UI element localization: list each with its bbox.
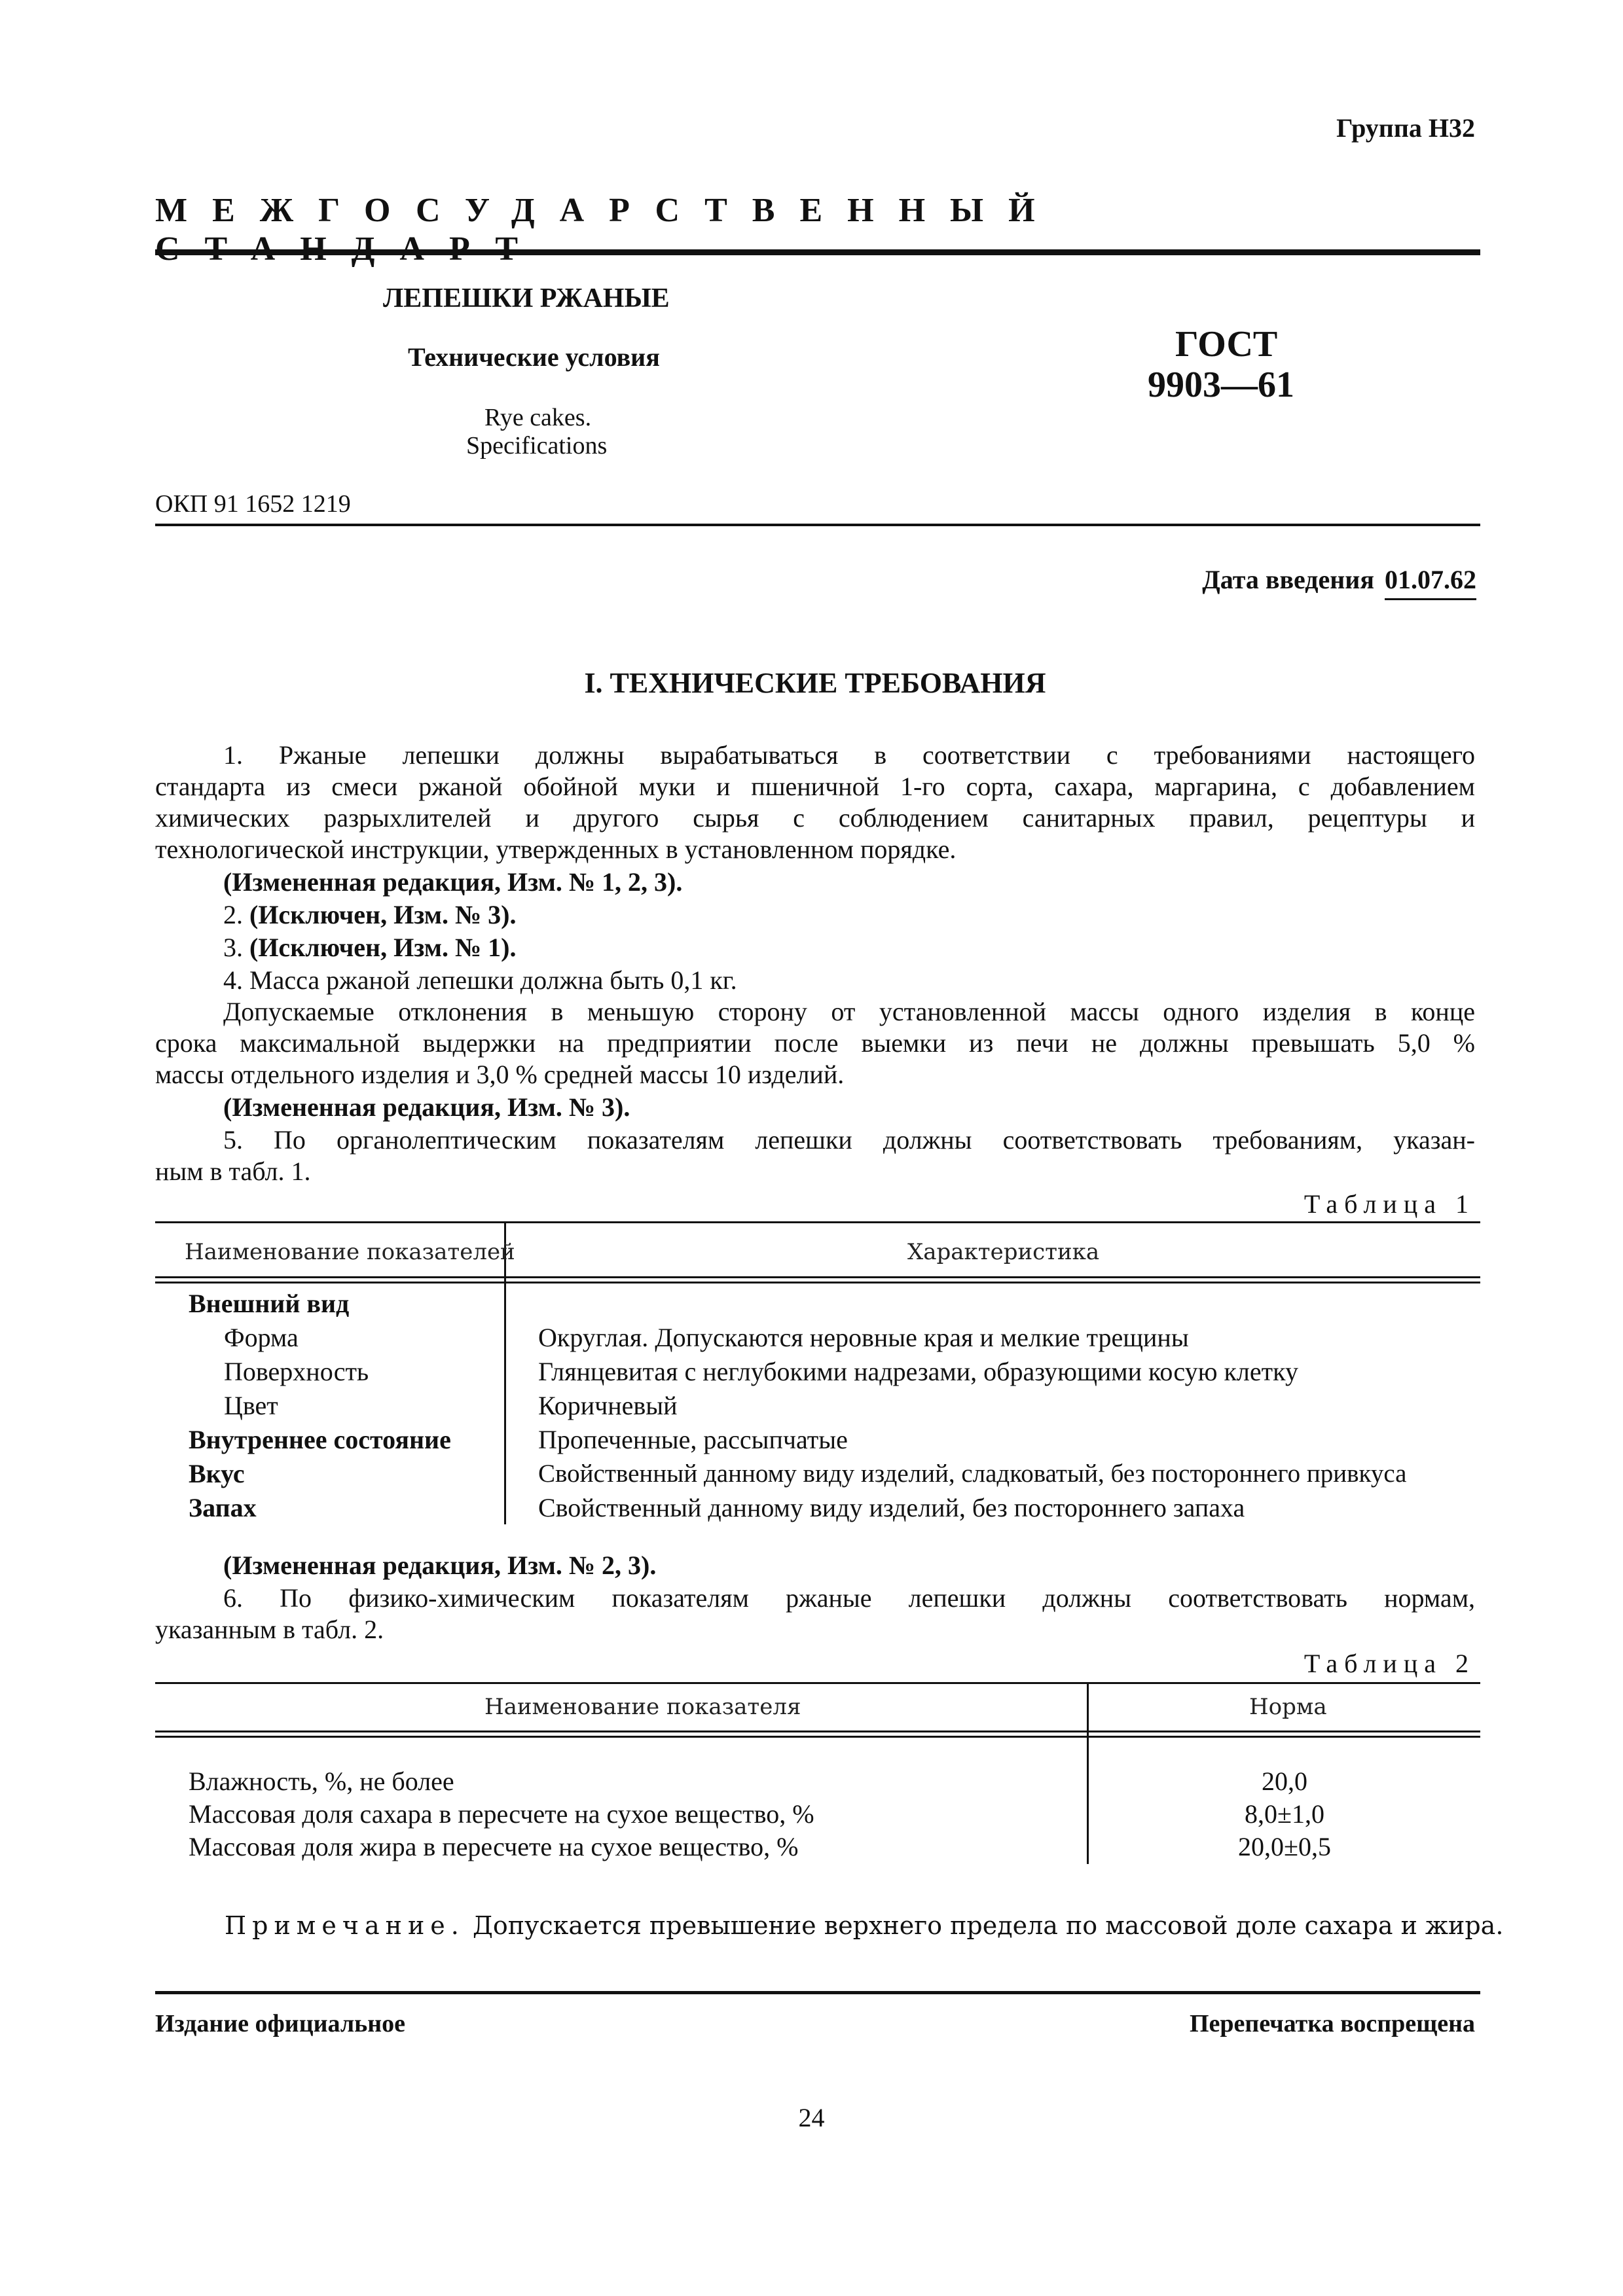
table-2-header-rule-1: [155, 1731, 1480, 1732]
table-1-header-rule-2: [155, 1282, 1480, 1283]
table-1-column-divider: [504, 1221, 506, 1524]
english-title-line-2: Specifications: [466, 432, 608, 459]
okp-code: ОКП 91 1652 1219: [155, 490, 351, 518]
table-1-row-4-value: Пропеченные, рассыпчатые: [538, 1425, 848, 1454]
table-1-row-1-name: Форма: [224, 1323, 299, 1352]
standard-type-heading: МЕЖГОСУДАРСТВЕННЫЙ: [155, 192, 1060, 229]
table-1-group-label: Внешний вид: [189, 1289, 350, 1318]
table-note: [225, 1911, 1503, 1940]
english-title-line-1: Rye cakes.: [484, 404, 592, 431]
table-2-row-2-value: 8,0±1,0: [1245, 1799, 1324, 1829]
group-label: Группа Н32: [1336, 113, 1475, 143]
table-1-row-3-value: Коричневый: [538, 1391, 678, 1420]
table-1-row-4-name: Внутреннее состояние: [189, 1425, 451, 1454]
footer-rule: [155, 1991, 1480, 1994]
paragraph-1-line-1: 1. Ржаные лепешки должны вырабатываться в соответствии с требованиями настоящего: [223, 740, 1475, 770]
intro-date-label: Дата введения: [1202, 565, 1374, 594]
table-2-row-3-value: 20,0±0,5: [1238, 1832, 1331, 1861]
paragraph-4: 4. Масса ржаной лепешки должна быть 0,1 кг.: [223, 965, 737, 995]
document-title: ЛЕПЕШКИ РЖАНЫЕ: [383, 283, 670, 314]
table-1-amendment: (Измененная редакция, Изм. № 2, 3).: [223, 1551, 657, 1580]
paragraph-5-line-2: ным в табл. 1.: [155, 1157, 311, 1186]
table-note-text: Допускается превышение верхнего предела по массовой доле сахара и жира.: [472, 1911, 1504, 1940]
page-number: 24: [798, 2103, 825, 2132]
paragraph-2: [155, 899, 1475, 931]
table-2-header-col1: Наименование показателя: [484, 1694, 801, 1720]
title-block-rule: [155, 524, 1480, 526]
table-1-top-rule: [155, 1221, 1480, 1223]
intro-date: [1202, 564, 1476, 595]
table-1-row-2-name: Поверхность: [224, 1357, 369, 1386]
document-subtitle: Технические условия: [408, 342, 660, 372]
table-2-header-rule-2: [155, 1736, 1480, 1738]
footer-official-edition: Издание официальное: [155, 2010, 406, 2037]
intro-date-value: 01.07.62: [1385, 565, 1476, 600]
gost-label: ГОСТ: [1175, 324, 1278, 365]
paragraph-6-line-1: 6. По физико-химическим показателям ржаные лепешки должны соответствовать нормам,: [223, 1583, 1475, 1613]
table-2-caption: Таблица 2: [1304, 1649, 1475, 1678]
table-1-row-1-value: Округлая. Допускаются неровные края и мелкие трещины: [538, 1323, 1189, 1352]
table-1-caption: Таблица 1: [1304, 1189, 1475, 1219]
paragraph-5-line-1: 5. По органолептическим показателям лепешки должны соответствовать требованиям, указан-: [223, 1125, 1475, 1155]
table-2-top-rule: [155, 1682, 1480, 1684]
paragraph-2-number: 2.: [223, 900, 243, 929]
table-1-row-6-value: Свойственный данному виду изделий, без постороннего запаха: [538, 1493, 1245, 1522]
table-2-row-1-name: Влажность, %, не более: [189, 1767, 454, 1796]
paragraph-1-amendment: (Измененная редакция, Изм. № 1, 2, 3).: [223, 867, 683, 897]
table-1-row-5-name: Вкус: [189, 1459, 245, 1488]
table-1-header-col1: Наименование показателей: [185, 1239, 515, 1265]
footer-reprint-prohibited: Перепечатка воспрещена: [1189, 2010, 1475, 2037]
paragraph-4b-line-2: срока максимальной выдержки на предприятии после выемки из печи не должны превышать 5,0 %: [155, 1028, 1475, 1058]
table-2-row-1-value: 20,0: [1262, 1767, 1307, 1796]
paragraph-1-line-4: технологической инструкции, утвержденных в установленном порядке.: [155, 834, 957, 864]
gost-number: 9903—61: [1148, 365, 1294, 405]
table-1-row-3-name: Цвет: [224, 1391, 278, 1420]
table-note-label: Примечание.: [225, 1911, 465, 1940]
table-1-header-col2: Характеристика: [907, 1239, 1100, 1265]
paragraph-4b-line-3: массы отдельного изделия и 3,0 % средней массы 10 изделий.: [155, 1060, 845, 1089]
paragraph-2-text: (Исключен, Изм. № 3).: [249, 900, 517, 929]
paragraph-1-line-2: стандарта из смеси ржаной обойной муки и пшеничной 1-го сорта, сахара, маргарина, с добавлением: [155, 772, 1475, 801]
paragraph-1-line-3: химических разрыхлителей и другого сырья с соблюдением санитарных правил, рецептуры и: [155, 803, 1475, 833]
paragraph-3-number: 3.: [223, 933, 243, 962]
table-1-row-2-value: Глянцевитая с неглубокими надрезами, образующими косую клетку: [538, 1357, 1298, 1386]
section-title: I. ТЕХНИЧЕСКИЕ ТРЕБОВАНИЯ: [584, 667, 1046, 699]
table-1-header-rule-1: [155, 1276, 1480, 1278]
table-1-row-5-value: Свойственный данному виду изделий, сладковатый, без постороннего привкуса: [538, 1460, 1407, 1488]
table-2-row-3-name: Массовая доля жира в пересчете на сухое вещество, %: [189, 1832, 799, 1861]
table-2-header-col2: Норма: [1249, 1694, 1327, 1720]
table-2-row-2-name: Массовая доля сахара в пересчете на сухое вещество, %: [189, 1799, 814, 1829]
paragraph-4-amendment: (Измененная редакция, Изм. № 3).: [223, 1092, 630, 1122]
header-thick-rule: [155, 249, 1480, 255]
paragraph-3: [155, 932, 1475, 963]
paragraph-3-text: (Исключен, Изм. № 1).: [249, 933, 517, 962]
paragraph-6-line-2: указанным в табл. 2.: [155, 1615, 384, 1644]
table-1-row-6-name: Запах: [189, 1493, 257, 1522]
paragraph-4b-line-1: Допускаемые отклонения в меньшую сторону от установленной массы одного изделия в конце: [223, 997, 1475, 1026]
